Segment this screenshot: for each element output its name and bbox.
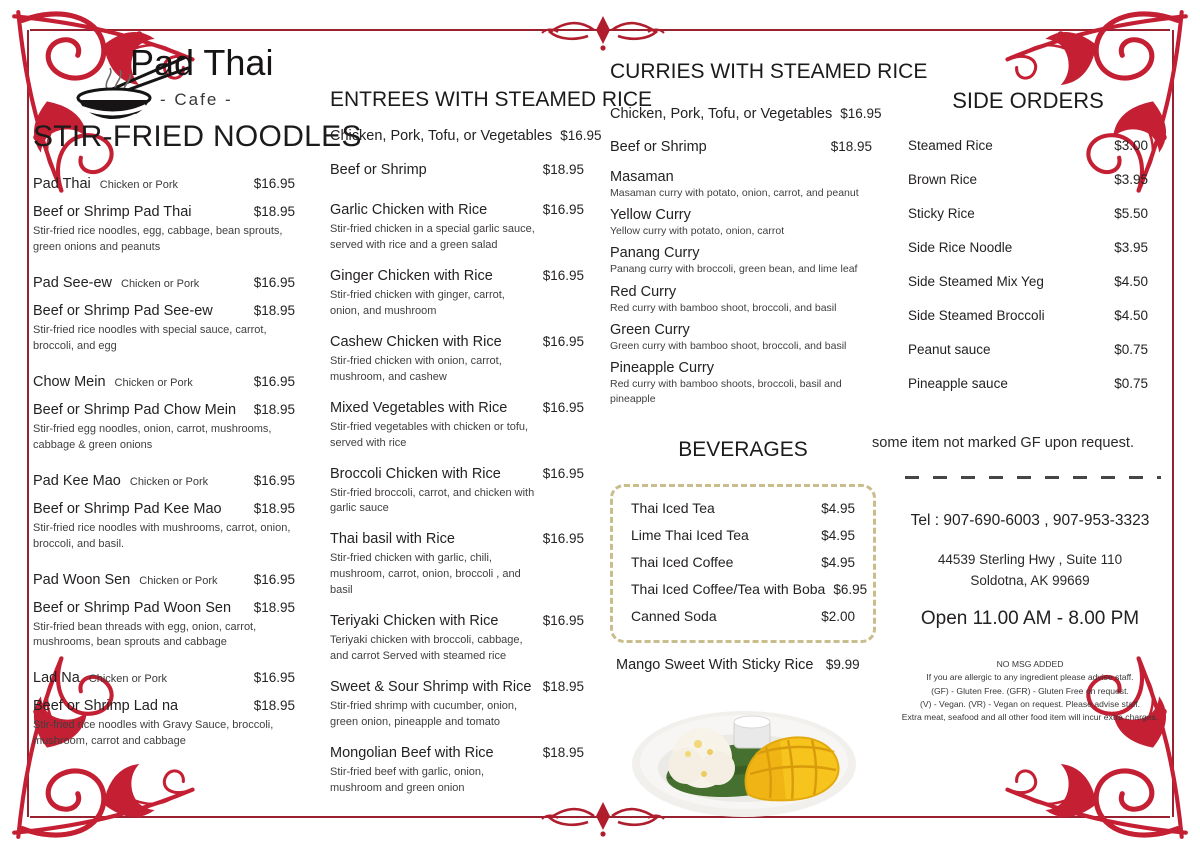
section-curries [610,60,928,414]
item-description: Stir-fried rice noodles, egg, cabbage, bean sprouts, green onions and peanuts [33,225,283,253]
menu-item-row [33,473,295,489]
menu-item-row [610,106,882,122]
menu-item-row [908,206,1148,221]
section-beverages [610,438,876,643]
item-name: Pineapple Curry [610,360,714,377]
menu-item-row [33,698,295,750]
item-price: $16.95 [253,472,295,488]
item-price: $4.95 [821,555,855,570]
item-variant: Chicken or Pork [88,673,168,686]
item-name: Side Steamed Mix Yeg [908,274,1044,289]
menu-item-row [330,268,584,320]
menu-item-row [908,240,1148,255]
item-name: Beef or Shrimp Pad Kee Mao [33,500,222,517]
item-price: $4.50 [1114,274,1148,289]
menu-item-row [908,376,1148,391]
fine-print-line: (V) - Vegan. (VR) - Vegan on request. Please advise staff. [919,698,1141,709]
menu-item-row [33,374,295,390]
brand-name: Pad Thai [130,42,274,83]
menu-item-row [330,613,584,665]
item-price: $0.75 [1114,376,1148,391]
section-title: STIR-FRIED NOODLES [33,120,362,153]
section-stir-fried-noodles [33,120,362,769]
menu-item-row [330,531,584,599]
item-name: Mixed Vegetables with Rice [330,399,508,416]
menu-item-row [610,169,872,201]
menu-item-row [330,400,584,452]
item-price: $18.95 [542,744,584,760]
item-name: Thai Iced Coffee [631,554,734,570]
fine-print [882,658,1178,725]
fine-print-line: (GF) - Gluten Free. (GFR) - Gluten Free on request. [931,685,1129,696]
item-description: Stir-fried broccoli, carrot, and chicken with garlic sauce [330,486,535,515]
menu-item-row [631,554,855,570]
item-name: Lime Thai Iced Tea [631,527,749,543]
item-name: Thai basil with Rice [330,531,455,548]
menu-item-list [33,176,295,750]
menu-item-list [610,106,882,408]
dashed-separator [905,476,1161,479]
brand-subtitle: - Cafe - [160,90,233,109]
item-description: Stir-fried vegetables with chicken or tofu, served with rice [330,420,529,449]
item-name: Red Curry [610,283,677,300]
item-price: $18.95 [253,698,295,714]
item-price: $16.95 [253,670,295,686]
item-description: Teriyaki chicken with broccoli, cabbage, and carrot Served with steamed rice [330,634,523,663]
item-name: Beef or Shrimp [610,139,707,155]
menu-item-row [610,207,872,239]
menu-item-row [610,284,872,316]
item-description: Red curry with bamboo shoot, broccoli, and basil [610,301,837,314]
menu-item-row [610,360,872,407]
item-price: $6.95 [833,582,868,597]
item-price: $2.00 [821,609,855,624]
border-ornament-icon [538,12,668,52]
item-name: Pad Woon Sen [33,571,131,588]
item-price: $18.95 [542,679,584,695]
menu-item-row [610,139,872,155]
menu-item-row [33,670,295,686]
item-name: Chicken, Pork, Tofu, or Vegetables [330,128,553,144]
fine-print-line: If you are allergic to any ingredient please advise staff. [926,672,1134,683]
item-price: $16.95 [542,333,584,349]
item-description: Stir-fried rice noodles with Gravy Sauce, broccoli, mushroom, carrot and cabbage [33,719,274,748]
item-description: Stir-fried chicken with garlic, chili, mushroom, carrot, onion, broccoli , and basil [330,552,521,597]
item-name: Green Curry [610,321,690,338]
item-name: Side Rice Noodle [908,240,1013,255]
item-price: $18.95 [253,599,295,615]
phone-numbers: Tel : 907-690-6003 , 907-953-3323 [910,512,1150,529]
item-name: Ginger Chicken with Rice [330,267,493,284]
item-description: Masaman curry with potato, onion, carrot, and peanut [610,187,859,199]
item-name: Brown Rice [908,172,978,187]
item-name: Thai Iced Tea [631,500,715,516]
gluten-free-note: some item not marked GF upon request. [872,435,1134,451]
item-variant: Chicken or Pork [139,574,218,587]
item-price: $16.95 [542,465,584,481]
item-price: $4.50 [1114,308,1148,323]
menu-item-row [330,128,602,144]
item-name: Lad Na [33,670,80,687]
item-name: Chicken, Pork, Tofu, or Vegetables [610,106,833,122]
item-name: Pineapple sauce [908,376,1008,391]
item-price: $3.95 [1114,172,1148,187]
item-description: Stir-fried egg noodles, onion, carrot, mushrooms, cabbage & green onions [33,422,272,451]
dessert-row [616,656,872,674]
menu-item-row [631,500,855,516]
mango-sticky-rice-photo [628,682,860,822]
section-title: BEVERAGES [678,438,808,461]
item-name: Sticky Rice [908,206,975,221]
item-price: $18.95 [830,139,872,154]
menu-item-list [908,138,1148,391]
menu-item-row [330,202,584,254]
item-description: Stir-fried beef with garlic, onion, mushroom and green onion [330,765,485,794]
item-name: Peanut sauce [908,342,991,357]
item-price: $18.95 [253,302,295,318]
item-name: Canned Soda [631,608,717,624]
item-name: Chow Mein [33,373,106,390]
menu-item-row [33,572,295,588]
item-price: $4.95 [821,501,855,516]
menu-item-row [908,274,1148,289]
item-description: Yellow curry with potato, onion, carrot [610,225,785,238]
item-variant: Chicken or Pork [121,277,200,290]
menu-item-row [330,745,584,797]
item-description: Panang curry with broccoli, green bean, and lime leaf [610,263,858,276]
opening-hours: Open 11.00 AM - 8.00 PM [920,607,1140,629]
item-price: $9.99 [825,657,860,672]
item-price: $18.95 [542,162,584,177]
item-description: Stir-fried chicken in a special garlic sauce, served with rice and a green salad [330,223,535,251]
item-name: Sweet & Sour Shrimp with Rice [330,679,532,696]
item-name: Steamed Rice [908,138,993,153]
menu-item-row [33,176,295,192]
menu-item-row [908,172,1148,187]
item-name: Pad See-ew [33,274,112,291]
item-price: $18.95 [253,204,295,219]
item-name: Beef or Shrimp Pad See-ew [33,302,213,319]
item-price: $16.95 [560,128,602,143]
menu-item-row [610,245,872,277]
item-price: $16.95 [840,106,882,121]
fine-print-line: Extra meat, seafood and all other food item will incur extra charges. [901,712,1159,723]
address-line-2: Soldotna, AK 99669 [970,572,1090,588]
beverages-box [610,484,876,643]
item-name: Beef or Shrimp Pad Thai [33,204,192,220]
item-price: $5.50 [1114,206,1148,221]
item-name: Pad Kee Mao [33,472,121,489]
item-description: Green curry with bamboo shoot, broccoli, and basil [610,339,847,352]
item-description: Stir-fried shrimp with cucumber, onion, green onion, pineapple and tomato [330,700,518,728]
item-price: $4.95 [821,528,855,543]
section-title: CURRIES WITH STEAMED RICE [610,60,928,83]
item-variant: Chicken or Pork [129,475,209,488]
item-price: $16.95 [542,531,584,547]
item-name: Mongolian Beef with Rice [330,744,494,761]
item-price: $16.95 [253,571,295,587]
section-side-orders [908,88,1148,410]
item-description: Red curry with bamboo shoots, broccoli, basil and pineapple [610,378,842,406]
menu-item-row [908,138,1148,153]
item-name: Beef or Shrimp Lad na [33,698,179,715]
menu-item-row [33,204,295,256]
item-description: Stir-fried rice noodles with mushrooms, carrot, onion, broccoli, and basil. [33,521,291,550]
item-name: Thai Iced Coffee/Tea with Boba [631,581,826,597]
menu-item-row [908,308,1148,323]
item-variant: Chicken or Pork [114,376,193,389]
menu-item-row [33,275,295,291]
item-price: $16.95 [253,373,295,389]
item-name: Masaman [610,169,674,185]
item-price: $16.95 [542,399,584,415]
item-description: Stir-fried chicken with onion, carrot, mushroom, and cashew [330,354,502,383]
item-name: Beef or Shrimp [330,162,427,178]
section-title: ENTREES WITH STEAMED RICE [330,88,653,111]
item-price: $16.95 [542,613,584,629]
item-price: $16.95 [542,267,584,283]
address-line-1: 44539 Sterling Hwy , Suite 110 [937,552,1123,567]
menu-item-row [631,608,855,624]
item-price: $3.95 [1114,240,1148,255]
item-name: Pad Thai [33,176,91,192]
contact-block [888,512,1172,630]
item-price: $16.95 [253,274,295,290]
item-description: Stir-fried rice noodles with special sauce, carrot, broccoli, and egg [33,323,267,352]
item-price: $3.00 [1114,138,1148,153]
item-price: $18.95 [253,401,295,417]
item-price: $0.75 [1114,342,1148,357]
menu-item-row [610,322,872,354]
menu-item-row [33,303,295,355]
menu-item-row [330,466,584,518]
item-name: Beef or Shrimp Pad Woon Sen [33,599,232,616]
item-name: Side Steamed Broccoli [908,308,1045,323]
item-variant: Chicken or Pork [99,179,179,191]
item-name: Teriyaki Chicken with Rice [330,613,499,630]
item-name: Panang Curry [610,245,700,262]
menu-item-row [330,162,584,178]
item-name: Broccoli Chicken with Rice [330,465,501,482]
item-name: Mango Sweet With Sticky Rice [616,657,814,673]
menu-item-row [33,600,295,652]
item-description: Stir-fried bean threads with egg, onion, carrot, mushrooms, bean sprouts and cabbage [33,620,257,649]
item-name: Cashew Chicken with Rice [330,333,502,350]
menu-item-row [631,527,855,543]
section-title: SIDE ORDERS [952,88,1104,113]
fine-print-line: NO MSG ADDED [996,659,1064,669]
menu-item-row [330,679,584,731]
item-price: $16.95 [542,202,584,217]
menu-item-row [908,342,1148,357]
item-name: Garlic Chicken with Rice [330,202,488,218]
item-name: Beef or Shrimp Pad Chow Mein [33,401,237,418]
menu-item-row [330,334,584,386]
item-description: Stir-fried chicken with ginger, carrot, onion, and mushroom [330,288,505,317]
item-price: $16.95 [253,176,295,191]
menu-item-row [33,402,295,454]
menu-item-list [330,128,602,797]
item-name: Yellow Curry [610,207,691,224]
item-price: $18.95 [253,500,295,516]
menu-item-row [33,501,295,553]
menu-item-row [631,581,868,597]
